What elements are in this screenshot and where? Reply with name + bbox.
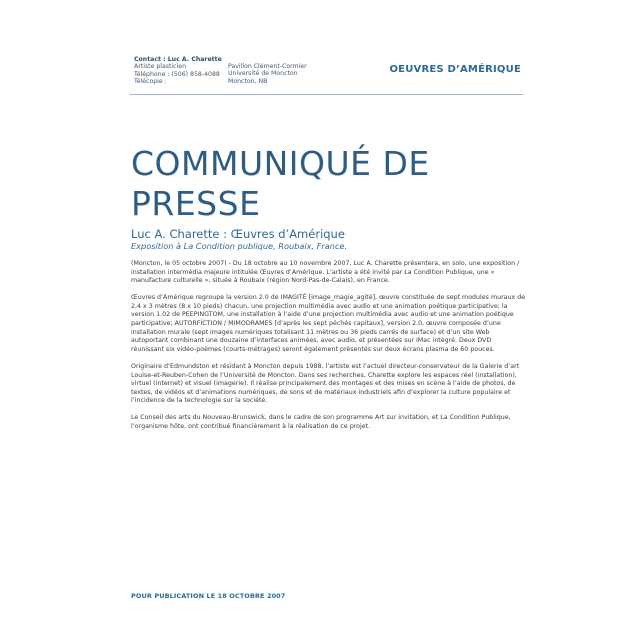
contact-role: Artiste plasticien bbox=[134, 63, 187, 71]
contact-fax: Télécopie : bbox=[134, 78, 167, 86]
title-line-2: PRESSE bbox=[131, 184, 261, 223]
contact-title: Contact : Luc A. Charette bbox=[134, 56, 222, 63]
body-text bbox=[131, 260, 526, 440]
address-block bbox=[228, 63, 307, 85]
address-line-1: Pavillon Clément-Cormier bbox=[228, 63, 307, 70]
title-line-1: COMMUNIQUÉ DE bbox=[131, 144, 430, 183]
address-line-3: Moncton, NB bbox=[228, 77, 268, 85]
paragraph-4: Le Conseil des arts du Nouveau-Brunswick, dans le cadre de son programme Art sur invitation, et La Condition Publique, l’organisme hôte, ont contribué financièrement à la réalisation de ce projet. bbox=[131, 414, 511, 430]
header-divider bbox=[130, 94, 523, 95]
page-title bbox=[131, 144, 430, 224]
paragraph-3: Originaire d’Edmundston et résidant à Moncton depuis 1988, l’artiste est l’actuel directeur-conservateur de la Galerie d’art Louise-et-Reuben-Cohen de l’Université de Moncton. Dans ses recherches, Charette explore les espaces réel (installation), virtuel (internet) et visuel (imagerie). Il réalise principalement des montages et des mises en scène à l’aide de photos, de textes, de vidéos et d’animations numériques, de sons et de matériaux industriels afin d’explorer la culture populaire et l’incidence de la technologie sur la société. bbox=[131, 362, 520, 405]
paragraph-2: Œuvres d’Amérique regroupe la version 2.0 de IMAGITÉ [image_magie_agité], œuvre constituée de sept modules muraux de 2,4 x 3 mètres (8 x 10 pieds) chacun, une projection multimédia avec audio et une animation poétique participative; la version 1.02 de PEEPINGTOM, une installation à l’aide d’une projection multimédia avec audio et une animation poétique participative; AUTORFICTION / MIMODRAMES [d’après les sept péchés capitaux], version 2.0, œuvre composée d’une installation murale (sept images numériques totalisant 11 mètres ou 36 pieds carrés de surface) et d’un site Web autoportant combinant une douzaine d’interfaces animées, avec audio, et présentées sur iMac intégré. Deux DVD réunissant six vidéo-poèmes (courts-métrages) seront également présentés sur deux écrans plasma de 60 pouces. bbox=[131, 294, 526, 353]
contact-block bbox=[134, 56, 222, 86]
brand-title: OEUVRES D’AMÉRIQUE bbox=[389, 64, 521, 75]
publication-date-footer: POUR PUBLICATION LE 18 OCTOBRE 2007 bbox=[131, 592, 286, 600]
subtitle: Luc A. Charette : Œuvres d’Amérique bbox=[131, 227, 345, 241]
subtitle-italic: Exposition à La Condition publique, Roubaix, France. bbox=[131, 241, 348, 251]
address-line-2: Université de Moncton bbox=[228, 70, 298, 78]
contact-phone: Téléphone : (506) 858-4088 bbox=[134, 70, 220, 78]
paragraph-1: (Moncton, le 05 octobre 2007) - Du 18 octobre au 10 novembre 2007, Luc A. Charette présentera, en solo, une exposition / installation intermédia majeure intitulée Œuvres d’Amérique. L’artiste a été invité par La Condition Publique, une « manufacture culturelle », située à Roubaix (région Nord-Pas-de-Calais), en France. bbox=[131, 260, 520, 285]
